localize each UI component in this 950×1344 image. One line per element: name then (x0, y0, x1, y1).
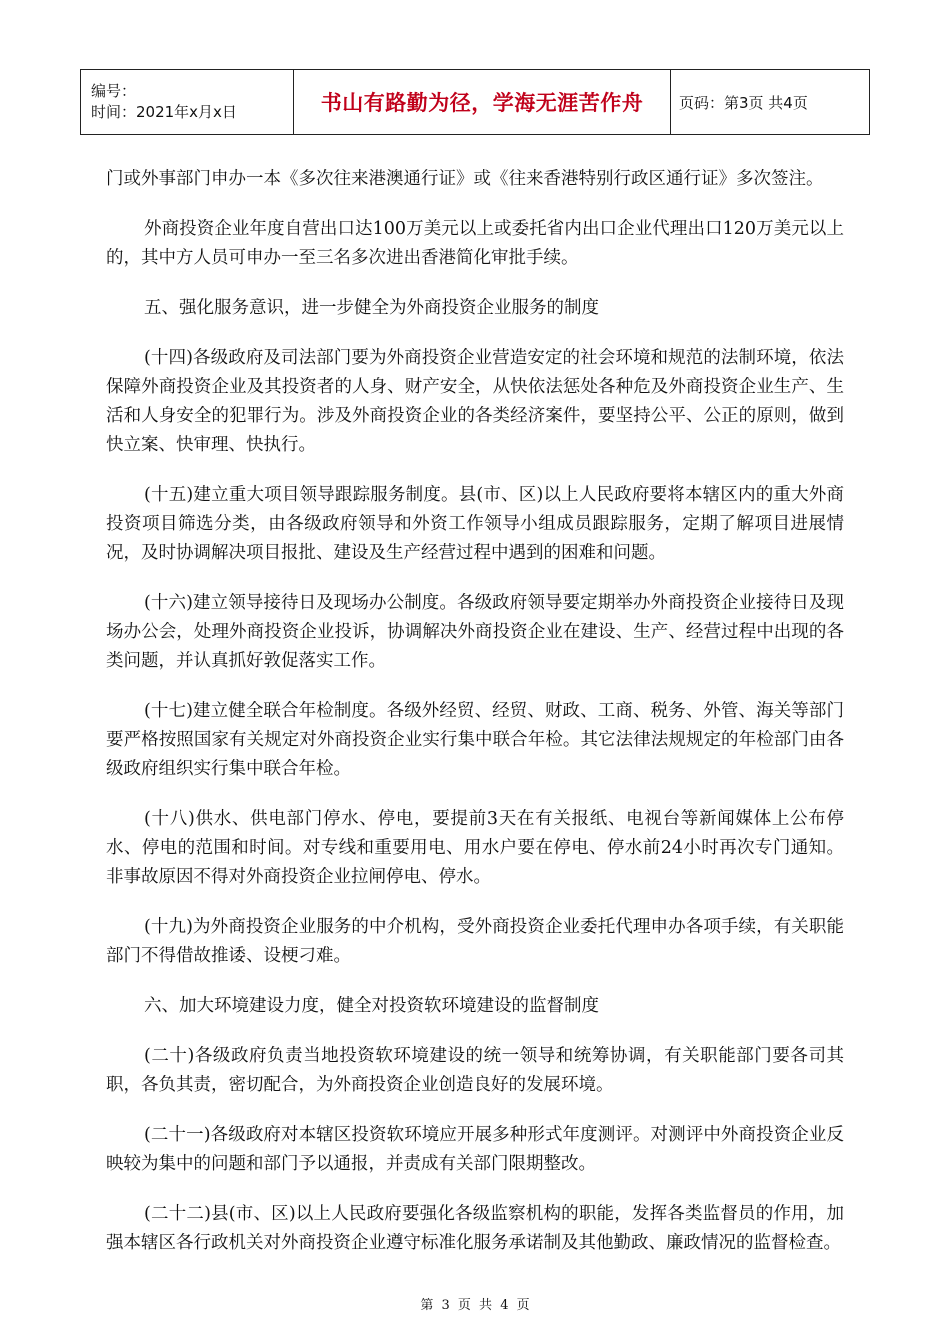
paragraph: (二十)各级政府负责当地投资软环境建设的统一领导和统筹协调，有关职能部门要各司其职，各负其责，密切配合，为外商投资企业创造良好的发展环境。 (106, 1046, 844, 1095)
paragraph: (十五)建立重大项目领导跟踪服务制度。县(市、区)以上人民政府要将本辖区内的重大外商投资项目筛选分类，由各级政府领导和外资工作领导小组成员跟踪服务，定期了解项目进展情况，及时协调解决项目报批、建设及生产经营过程中遇到的困难和问题。 (106, 485, 844, 563)
header-page-code: 页码：第3页 共4页 (671, 70, 870, 135)
page-footer: 第 3 页 共 4 页 (420, 1298, 530, 1313)
paragraph: (二十二)县(市、区)以上人民政府要强化各级监察机构的职能，发挥各类监督员的作用，加强本辖区各行政机关对外商投资企业遵守标准化服务承诺制及其他勤政、廉政情况的监督检查。 (106, 1204, 844, 1253)
paragraph: 外商投资企业年度自营出口达100万美元以上或委托省内出口企业代理出口120万美元以上的，其中方人员可申办一至三名多次进出香港简化审批手续。 (106, 219, 844, 268)
paragraph: (十八)供水、供电部门停水、停电，要提前3天在有关报纸、电视台等新闻媒体上公布停水、停电的范围和时间。对专线和重要用电、用水户要在停电、停水前24小时再次专门通知。非事故原因不得对外商投资企业拉闸停电、停水。 (106, 809, 844, 887)
paragraph: (十九)为外商投资企业服务的中介机构，受外商投资企业委托代理申办各项手续，有关职能部门不得借故推诿、设梗刁难。 (106, 917, 844, 966)
document-header-table (80, 69, 870, 135)
section-heading: 六、加大环境建设力度，健全对投资软环境建设的监督制度 (144, 996, 599, 1016)
paragraph: (十四)各级政府及司法部门要为外商投资企业营造安定的社会环境和规范的法制环境，依法保障外商投资企业及其投资者的人身、财产安全，从快依法惩处各种危及外商投资企业生产、生活和人身安全的犯罪行为。涉及外商投资企业的各类经济案件，要坚持公平、公正的原则，做到快立案、快审理、快执行。 (106, 348, 844, 455)
document-number-label: 编号： (91, 82, 137, 100)
paragraph: (十六)建立领导接待日及现场办公制度。各级政府领导要定期举办外商投资企业接待日及现场办公会，处理外商投资企业投诉，协调解决外商投资企业在建设、生产、经营过程中出现的各类问题，并认真抓好敦促落实工作。 (106, 593, 844, 671)
document-body (106, 165, 844, 1279)
header-motto: 书山有路勤为径，学海无涯苦作舟 (294, 70, 671, 135)
header-meta-cell (81, 70, 294, 135)
paragraph: (十七)建立健全联合年检制度。各级外经贸、经贸、财政、工商、税务、外管、海关等部门要严格按照国家有关规定对外商投资企业实行集中联合年检。其它法律法规规定的年检部门由各级政府组织实行集中联合年检。 (106, 701, 844, 779)
document-date-label: 时间：2021年x月x日 (91, 103, 237, 121)
section-heading: 五、强化服务意识，进一步健全为外商投资企业服务的制度 (144, 298, 599, 318)
paragraph: (二十一)各级政府对本辖区投资软环境应开展多种形式年度测评。对测评中外商投资企业反映较为集中的问题和部门予以通报，并责成有关部门限期整改。 (106, 1125, 844, 1174)
paragraph: 门或外事部门申办一本《多次往来港澳通行证》或《往来香港特别行政区通行证》多次签注。 (106, 169, 824, 189)
